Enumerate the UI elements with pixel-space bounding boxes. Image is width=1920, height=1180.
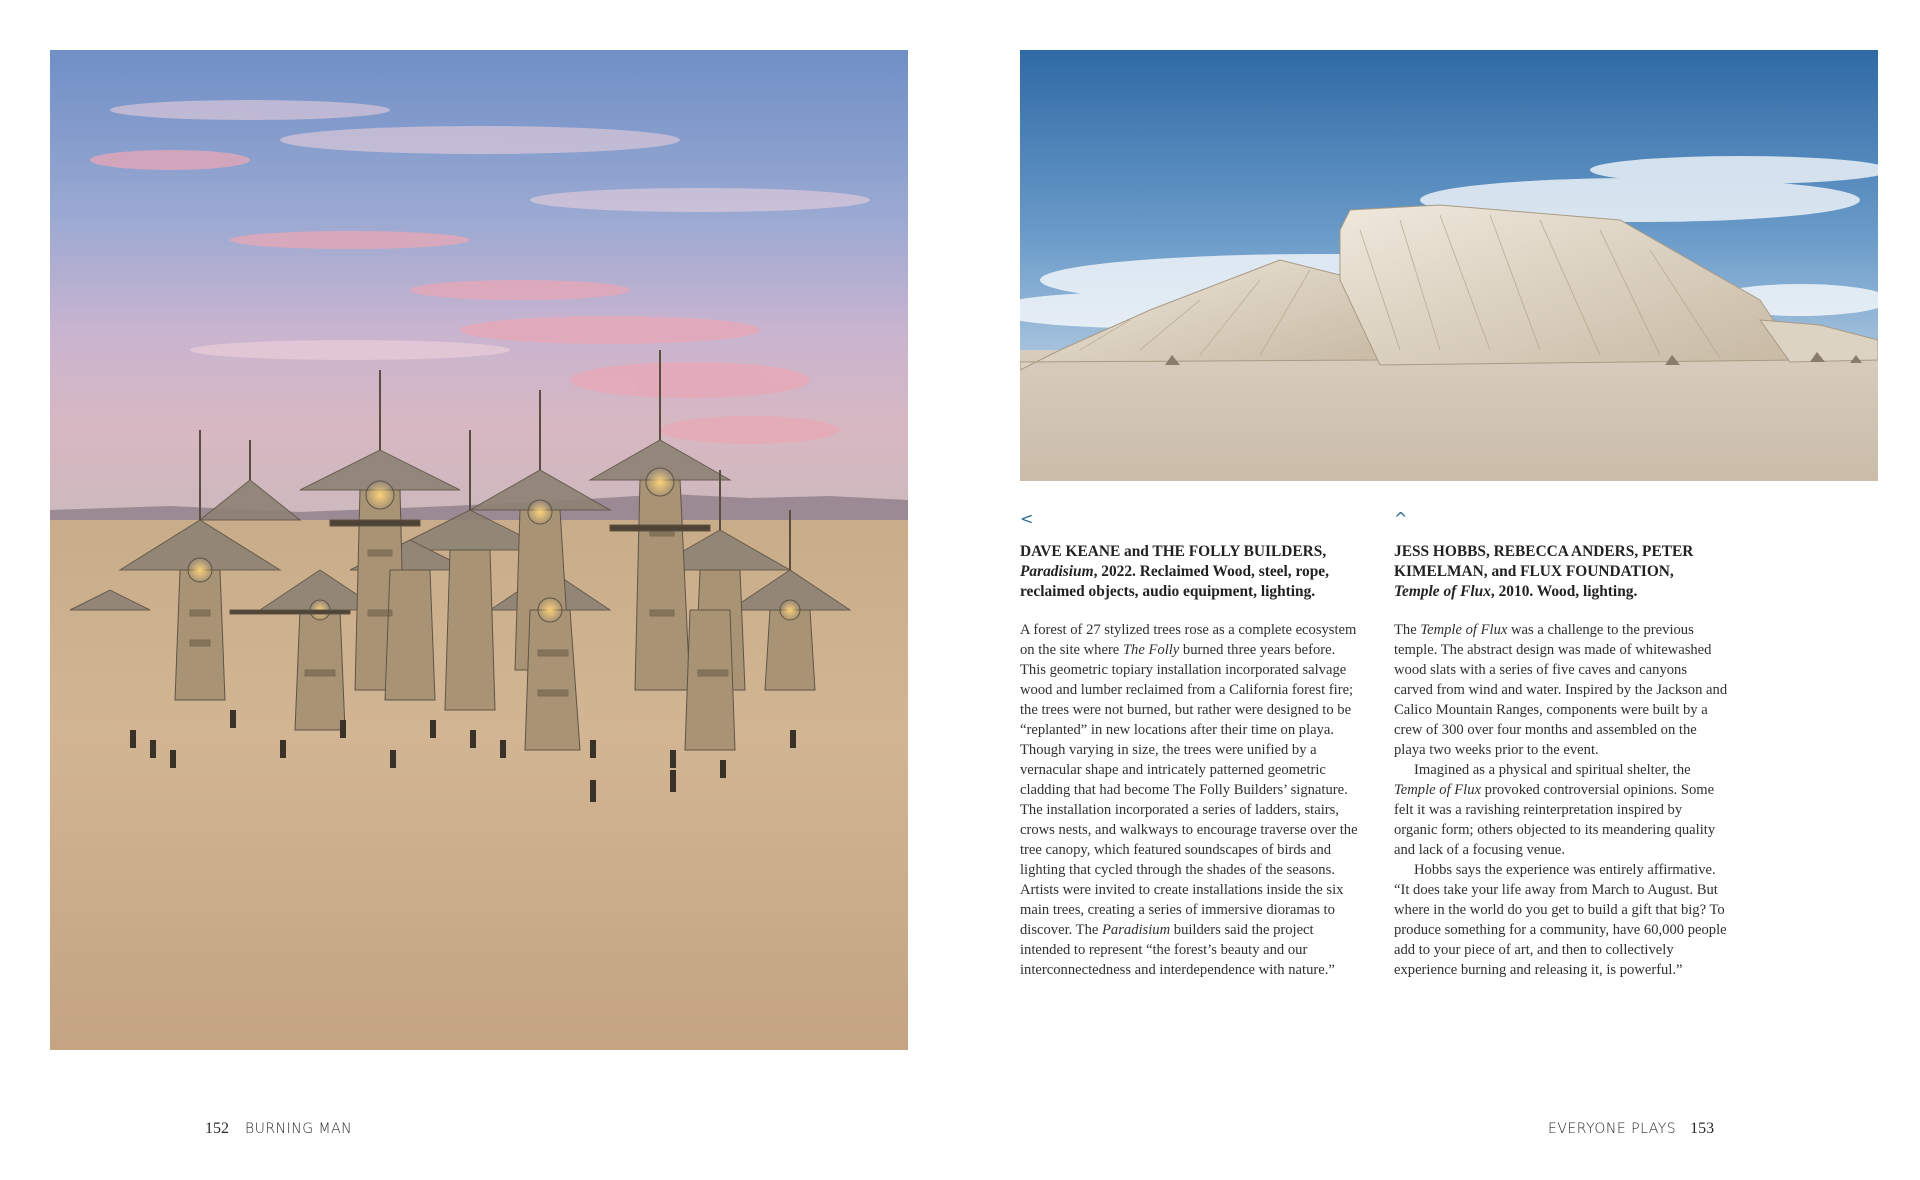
- paradisium-text-column: [1020, 510, 1360, 980]
- paradisium-caption: [1020, 542, 1360, 602]
- temple-of-flux-caption: [1394, 542, 1728, 602]
- italic-title: Temple of Flux: [1420, 622, 1508, 638]
- text-run: The: [1394, 622, 1421, 638]
- caption-artist: JESS HOBBS, REBECCA ANDERS, PETER KIMELMAN, and FLUX FOUNDATION,: [1394, 543, 1694, 580]
- temple-of-flux-illustration: [1020, 50, 1878, 481]
- caption-details: , 2010. Wood, lighting.: [1490, 583, 1638, 600]
- caption-work-title: Paradisium: [1020, 563, 1094, 580]
- paradisium-installation-illustration: [50, 50, 908, 1050]
- running-title-right: EVERYONE PLAYS: [1548, 1121, 1677, 1137]
- paragraph: Hobbs says the experience was entirely affirmative. “It does take your life away from March to August. But where in the world do you get to build a gift that big? To produce something for a community, have 60,000 people add to your piece of art, and then to collectively experience burning and releasing it, is powerful.”: [1394, 862, 1727, 978]
- paragraph: [1394, 760, 1728, 860]
- left-page-footer: [205, 1120, 352, 1138]
- temple-of-flux-body: [1394, 620, 1728, 980]
- page-number-right: 153: [1690, 1120, 1715, 1137]
- paragraph: [1020, 620, 1360, 980]
- text-run: provoked controversial opinions. Some felt it was a ravishing reinterpretation inspired by organic form; others objected to its meandering quality and lack of a focusing venue.: [1394, 782, 1716, 858]
- text-run: burned three years before. This geometric topiary installation incorporated salvage wood and lumber reclaimed from a California forest fire; the trees were not burned, but rather were designed to be “replanted” in new locations after their time on playa. Though varying in size, the trees were unified by a vernacular shape and intricately patterned geometric cladding that had become The Folly Builders’ signature. The installation incorporated a series of ladders, stairs, crows nests, and walkways to encourage traverse over the tree canopy, which featured soundscapes of birds and lighting that cycled through the shades of the seasons. Artists were invited to create installations inside the six main trees, creating a series of immersive dioramas to discover. The: [1020, 642, 1358, 938]
- left-arrow-icon: <: [1020, 509, 1034, 528]
- caption-details: , 2022. Reclaimed Wood, steel, rope, reclaimed objects, audio equipment, lighting.: [1020, 563, 1329, 600]
- caption-work-title: Temple of Flux: [1394, 583, 1491, 600]
- italic-title: Paradisium: [1102, 922, 1171, 938]
- right-page-footer: [1548, 1120, 1714, 1138]
- text-run: builders said the project intended to represent “the forest’s beauty and our interconnectedness and interdependence with nature.”: [1020, 922, 1335, 978]
- page-number-left: 152: [205, 1120, 229, 1137]
- caption-artist: DAVE KEANE and THE FOLLY BUILDERS,: [1020, 543, 1327, 560]
- running-title-left: BURNING MAN: [245, 1121, 353, 1137]
- italic-title: Temple of Flux: [1394, 782, 1482, 798]
- temple-of-flux-text-column: [1394, 510, 1728, 980]
- paradisium-body: [1020, 620, 1360, 980]
- up-arrow-icon: ^: [1394, 509, 1408, 528]
- text-run: Imagined as a physical and spiritual shelter, the: [1414, 762, 1691, 778]
- temple-of-flux-photo: [1020, 50, 1878, 481]
- italic-title: The Folly: [1122, 642, 1180, 658]
- text-run: A forest of 27 stylized trees rose as a complete ecosystem on the site where: [1020, 622, 1357, 658]
- paragraph: [1394, 620, 1728, 760]
- paradisium-photo: [50, 50, 908, 1050]
- text-run: was a challenge to the previous temple. The abstract design was made of whitewashed wood slats with a series of five caves and canyons carved from wind and water. Inspired by the Jackson and Calico Mountain Ranges, components were built by a crew of 300 over four months and assembled on the playa two weeks prior to the event.: [1394, 622, 1728, 758]
